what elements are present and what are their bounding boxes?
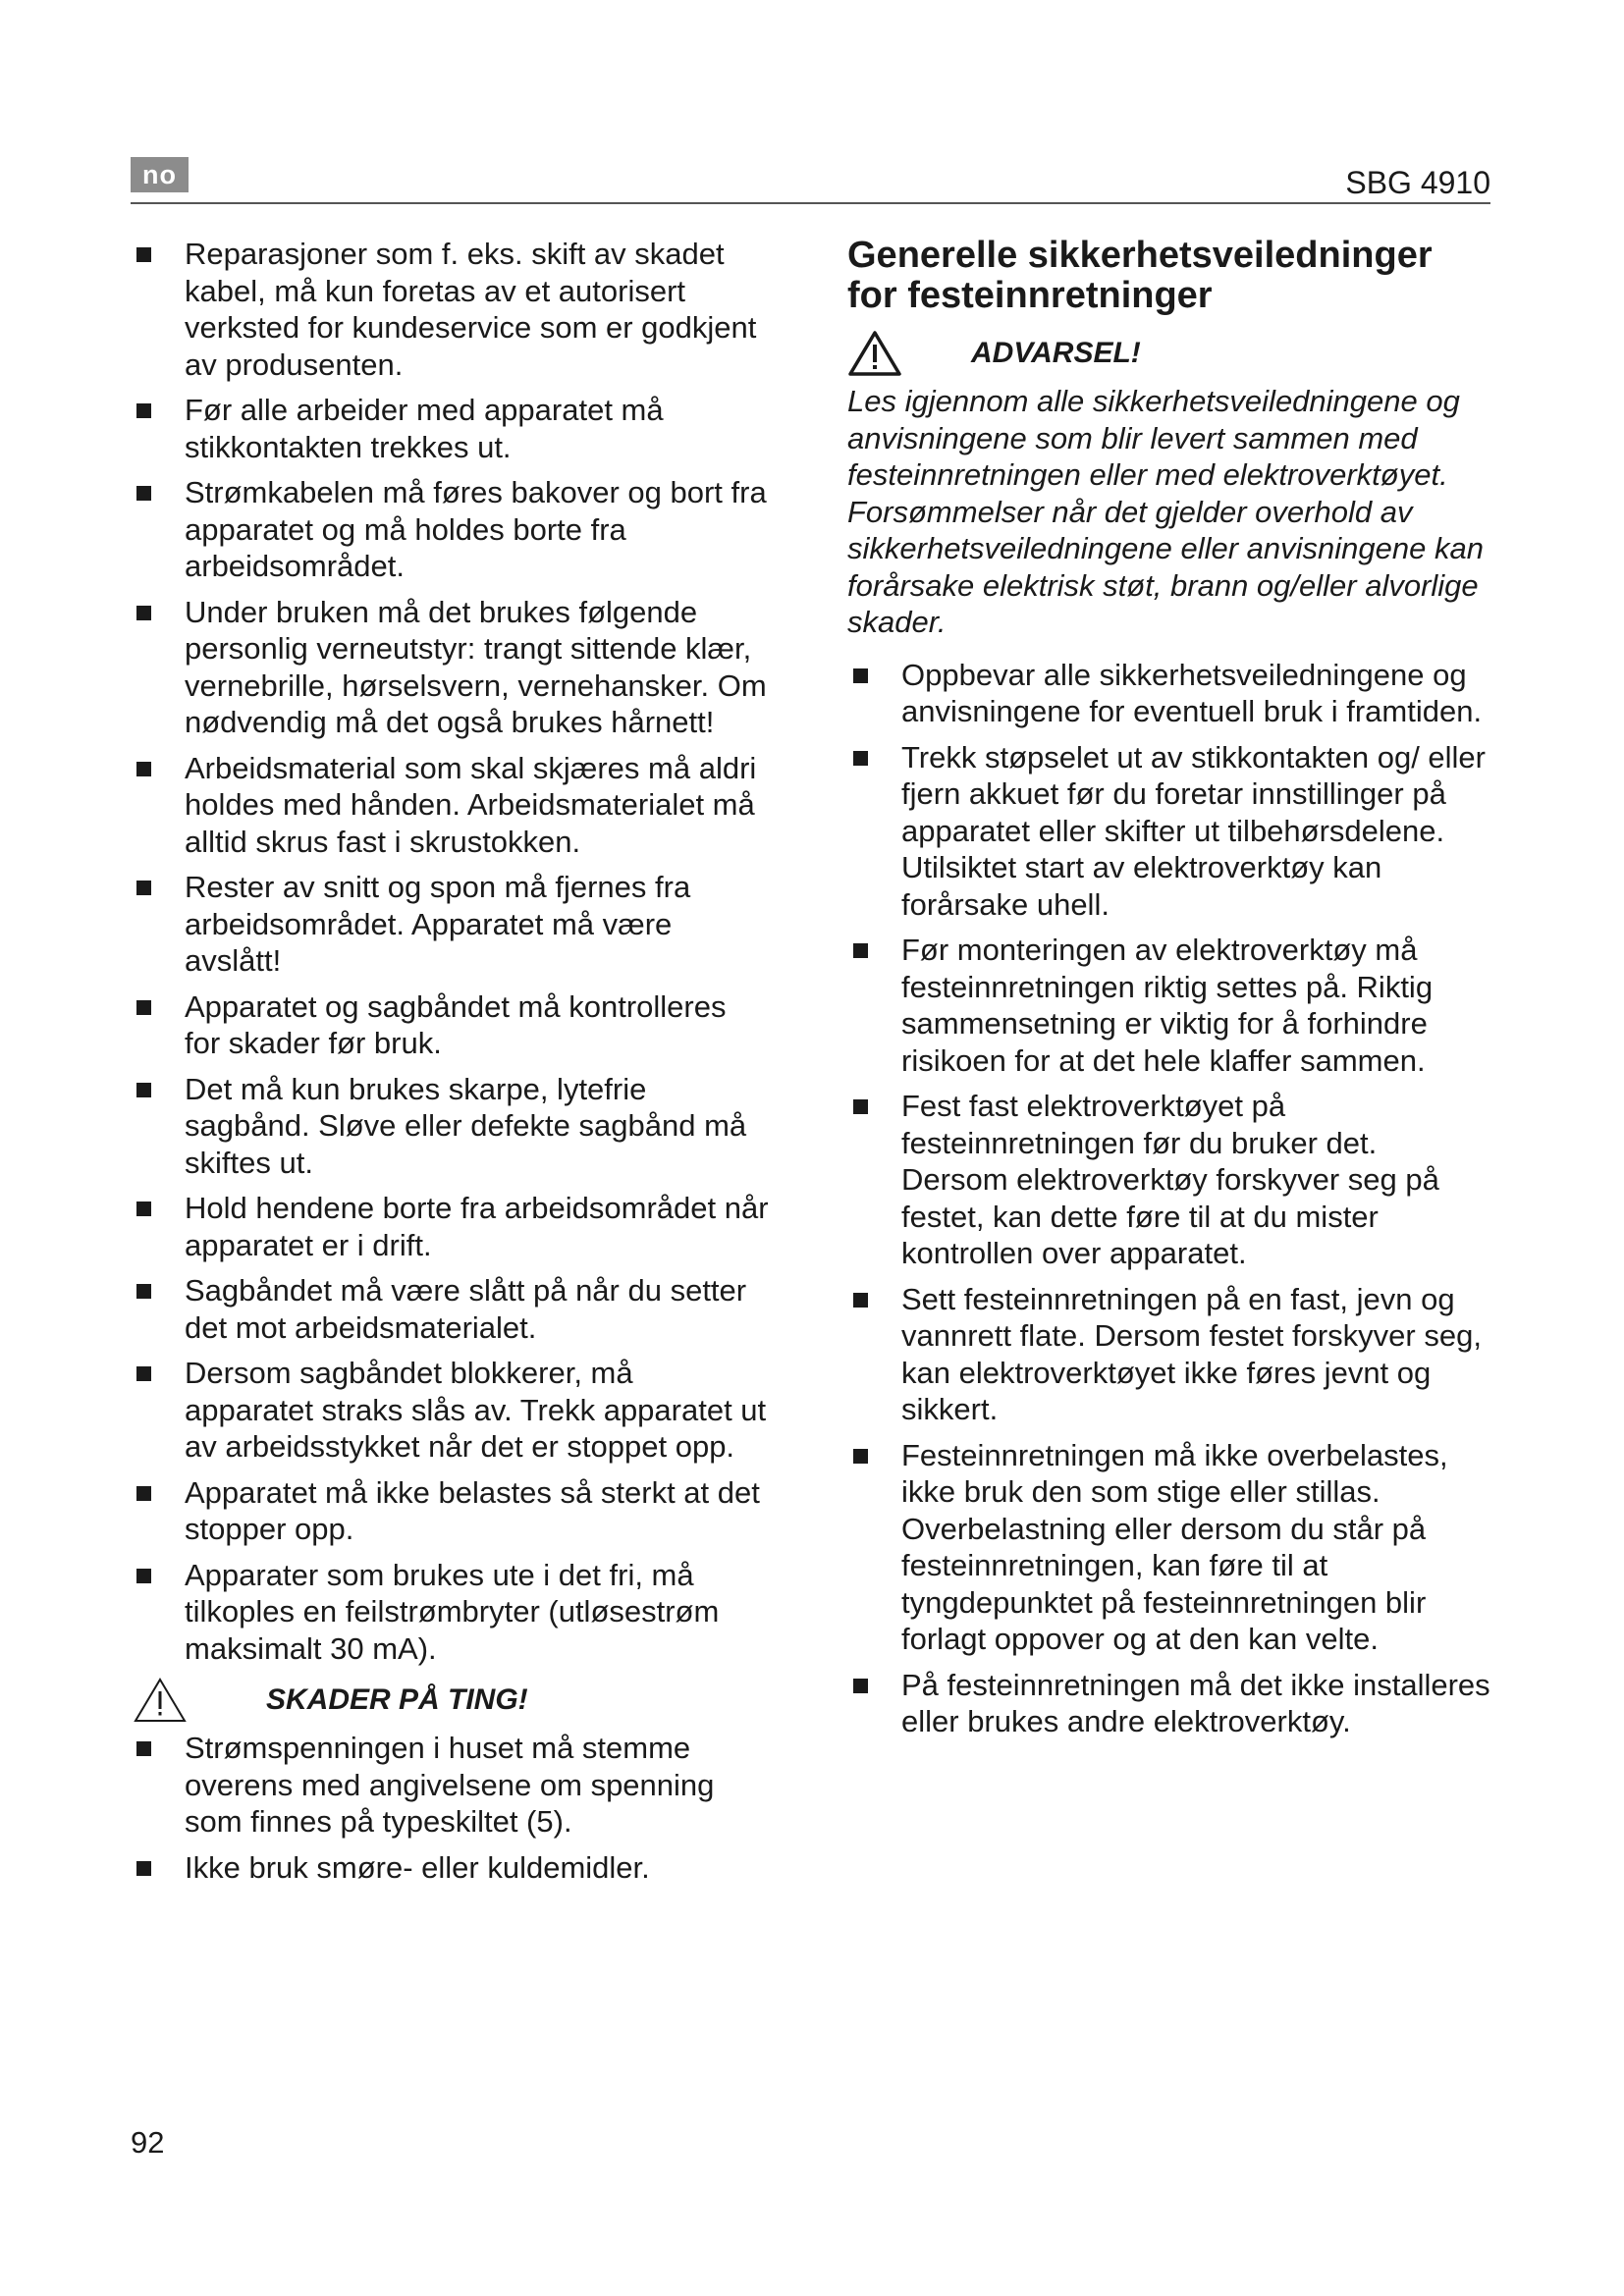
list-item: Ikke bruk smøre- eller kuldemidler. <box>131 1849 769 1887</box>
list-item: Oppbevar alle sikkerhetsveiledningene og anvisningene for eventuell bruk i framtiden. <box>847 657 1490 730</box>
list-item: Strømspenningen i huset må stemme overens med angivelsene om spenning som finnes på typeskiltet (5). <box>131 1730 769 1841</box>
list-item: Rester av snitt og spon må fjernes fra arbeidsområdet. Apparatet må være avslått! <box>131 869 769 980</box>
list-item: Fest fast elektroverktøyet på festeinnretningen før du bruker det. Dersom elektroverktøy forskyver seg på festet, kan dette føre til at du mister kontrollen over apparatet. <box>847 1088 1490 1272</box>
language-badge: no <box>131 157 189 192</box>
square-bullet-icon <box>136 1741 151 1756</box>
safety-list-b <box>131 1730 769 1886</box>
list-item: Apparatet må ikke belastes så sterkt at det stopper opp. <box>131 1474 769 1548</box>
square-bullet-icon <box>853 1679 868 1693</box>
square-bullet-icon <box>136 1201 151 1216</box>
square-bullet-icon <box>136 1366 151 1381</box>
property-damage-notice <box>131 1677 769 1724</box>
square-bullet-icon <box>136 1284 151 1299</box>
safety-list-a <box>131 236 769 1667</box>
header-divider <box>131 202 1490 204</box>
model-number: SBG 4910 <box>1345 165 1490 200</box>
square-bullet-icon <box>136 1486 151 1501</box>
warning-triangle-icon <box>133 1676 188 1725</box>
list-item: Festeinnretningen må ikke overbelastes, ikke bruk den som stige eller stillas. Overbelastning eller dersom du står på festeinnretningen, kan føre til at tyngdepunktet på festeinnretningen blir forlagt oppover og at den kan velte. <box>847 1437 1490 1658</box>
square-bullet-icon <box>136 486 151 501</box>
list-item: Sett festeinnretningen på en fast, jevn og vannrett flate. Dersom festet forskyver seg, kan elektroverktøyet ikke føres jevnt og sikkert. <box>847 1281 1490 1428</box>
warning-triangle-icon <box>847 329 902 378</box>
section-title: Generelle sikkerhetsveiledninger for festeinnretninger <box>847 235 1433 316</box>
square-bullet-icon <box>853 668 868 683</box>
list-item: Apparater som brukes ute i det fri, må tilkoples en feilstrømbryter (utløsestrøm maksimalt 30 mA). <box>131 1557 769 1668</box>
list-item: Det må kun brukes skarpe, lytefrie sagbånd. Sløve eller defekte sagbånd må skiftes ut. <box>131 1071 769 1182</box>
left-column <box>131 236 769 1895</box>
list-item: Under bruken må det brukes følgende personlig verneutstyr: trangt sittende klær, vernebrille, hørselsvern, vernehansker. Om nødvendig må det også brukes hårnett! <box>131 594 769 741</box>
square-bullet-icon <box>136 1569 151 1583</box>
square-bullet-icon <box>853 1293 868 1308</box>
square-bullet-icon <box>853 751 868 766</box>
square-bullet-icon <box>136 1000 151 1015</box>
square-bullet-icon <box>853 1449 868 1464</box>
list-item: Hold hendene borte fra arbeidsområdet når apparatet er i drift. <box>131 1190 769 1263</box>
square-bullet-icon <box>136 247 151 262</box>
list-item: Strømkabelen må føres bakover og bort fra apparatet og må holdes borte fra arbeidsområdet. <box>131 474 769 585</box>
list-item: Dersom sagbåndet blokkerer, må apparatet straks slås av. Trekk apparatet ut av arbeidsstykket når det er stoppet opp. <box>131 1355 769 1466</box>
square-bullet-icon <box>853 1099 868 1114</box>
list-item: Trekk støpselet ut av stikkontakten og/ eller fjern akkuet før du foretar innstillinger på apparatet eller skifter ut tilbehørsdelene. Utilsiktet start av elektroverktøy kan forårsake uhell. <box>847 739 1490 924</box>
list-item: Sagbåndet må være slått på når du setter det mot arbeidsmaterialet. <box>131 1272 769 1346</box>
list-item: Arbeidsmaterial som skal skjæres må aldri holdes med hånden. Arbeidsmaterialet må alltid skrus fast i skrustokken. <box>131 750 769 861</box>
fixture-safety-list <box>847 657 1490 1740</box>
list-item: Før alle arbeider med apparatet må stikkontakten trekkes ut. <box>131 392 769 465</box>
list-item: Apparatet og sagbåndet må kontrolleres for skader før bruk. <box>131 988 769 1062</box>
square-bullet-icon <box>136 881 151 895</box>
right-column <box>847 236 1490 1749</box>
list-item: Reparasjoner som f. eks. skift av skadet kabel, må kun foretas av et autorisert verksted for kundeservice som er godkjent av produsenten. <box>131 236 769 383</box>
page-number: 92 <box>131 2125 165 2160</box>
warning-label: ADVARSEL! <box>971 337 1141 369</box>
square-bullet-icon <box>136 1861 151 1876</box>
list-item: På festeinnretningen må det ikke installeres eller brukes andre elektroverktøy. <box>847 1667 1490 1740</box>
square-bullet-icon <box>136 762 151 776</box>
square-bullet-icon <box>136 1083 151 1097</box>
square-bullet-icon <box>853 943 868 958</box>
notice-label: SKADER PÅ TING! <box>266 1683 528 1716</box>
warning-intro: Les igjennom alle sikkerhetsveiledningene og anvisningene som blir levert sammen med festeinnretningen eller med elektroverktøyet. Forsømmelser når det gjelder overhold av sikkerhetsveiledningene eller anvisningene kan forårsake elektrisk støt, brann og/eller alvorlige skader. <box>847 384 1484 639</box>
square-bullet-icon <box>136 606 151 620</box>
list-item: Før monteringen av elektroverktøy må festeinnretningen riktig settes på. Riktig sammensetning er viktig for å forhindre risikoen for at det hele klaffer sammen. <box>847 932 1490 1079</box>
warning-notice <box>847 330 1490 377</box>
square-bullet-icon <box>136 403 151 418</box>
